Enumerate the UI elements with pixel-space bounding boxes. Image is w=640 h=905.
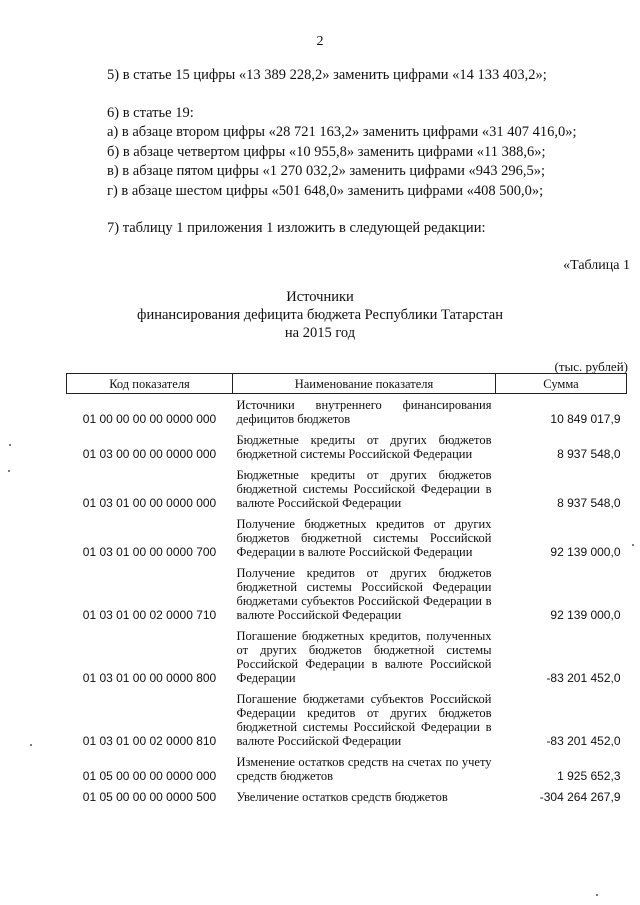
title-line-3: на 2015 год xyxy=(284,325,356,341)
row-code: 01 05 00 00 00 0000 000 xyxy=(82,769,217,783)
header-amount: Сумма xyxy=(496,374,627,394)
row-code: 01 03 00 00 00 0000 000 xyxy=(82,447,217,461)
table-title xyxy=(0,288,640,342)
amendment-6b: б) в абзаце четвертом цифры «10 955,8» заменить цифрами «11 388,6»; xyxy=(107,144,546,160)
row-amount: -83 201 452,0 xyxy=(546,734,621,748)
amendment-6a: а) в абзаце втором цифры «28 721 163,2» заменить цифрами «31 407 416,0»; xyxy=(107,124,577,140)
row-name: Погашение бюджетных кредитов, полученных от других бюджетов бюджетной системы Российской Федерации в валюте Российской Федерации xyxy=(236,629,492,685)
table-row xyxy=(67,562,627,625)
scan-speck xyxy=(9,444,11,446)
row-code: 01 03 01 00 02 0000 810 xyxy=(82,734,217,748)
scan-speck xyxy=(596,894,598,896)
amendment-6c: в) в абзаце пятом цифры «1 270 032,2» заменить цифрами «943 296,5»; xyxy=(107,163,546,179)
financing-sources-table xyxy=(66,373,627,807)
amendment-6: 6) в статье 19: xyxy=(107,105,194,121)
scan-speck xyxy=(8,470,10,472)
title-line-2: финансирования дефицита бюджета Республики Татарстан xyxy=(137,307,503,323)
table-row xyxy=(67,464,627,513)
row-code: 01 05 00 00 00 0000 500 xyxy=(82,790,217,804)
row-amount: 8 937 548,0 xyxy=(557,447,621,461)
table-row xyxy=(67,429,627,464)
scan-speck xyxy=(632,544,634,546)
amendment-7: 7) таблицу 1 приложения 1 изложить в следующей редакции: xyxy=(107,220,486,236)
table-row xyxy=(67,751,627,786)
row-amount: -83 201 452,0 xyxy=(546,671,621,685)
table-header-row xyxy=(67,374,627,394)
table-row xyxy=(67,394,627,430)
table-row xyxy=(67,513,627,562)
row-code: 01 00 00 00 00 0000 000 xyxy=(82,412,217,426)
row-name: Бюджетные кредиты от других бюджетов бюджетной системы Российской Федерации xyxy=(236,433,492,461)
row-code: 01 03 01 00 02 0000 710 xyxy=(82,608,217,622)
row-amount: 8 937 548,0 xyxy=(557,496,621,510)
row-amount: 1 925 652,3 xyxy=(557,769,621,783)
row-amount: 10 849 017,9 xyxy=(550,412,621,426)
row-code: 01 03 01 00 00 0000 800 xyxy=(82,671,217,685)
header-name: Наименование показателя xyxy=(233,374,496,394)
table-row xyxy=(67,786,627,807)
row-name: Бюджетные кредиты от других бюджетов бюджетной системы Российской Федерации в валюте Российской Федерации xyxy=(236,468,492,510)
row-name: Получение бюджетных кредитов от других бюджетов бюджетной системы Российской Федерации в валюте Российской Федерации xyxy=(236,517,492,559)
row-code: 01 03 01 00 00 0000 700 xyxy=(82,545,217,559)
table-row xyxy=(67,688,627,751)
scan-speck xyxy=(30,744,32,746)
page-number: 2 xyxy=(316,34,324,49)
row-amount: -304 264 267,9 xyxy=(539,790,621,804)
amendment-5: 5) в статье 15 цифры «13 389 228,2» заменить цифрами «14 133 403,2»; xyxy=(107,67,547,83)
row-name: Источники внутреннего финансирования дефицитов бюджетов xyxy=(236,398,492,426)
row-amount: 92 139 000,0 xyxy=(550,545,621,559)
row-name: Изменение остатков средств на счетах по учету средств бюджетов xyxy=(236,755,492,783)
header-code: Код показателя xyxy=(67,374,233,394)
row-name: Получение кредитов от других бюджетов бюджетной системы Российской Федерации бюджетами субъектов Российской Федерации в валюте Российской Федерации xyxy=(236,566,492,622)
table-caption: «Таблица 1 xyxy=(563,258,630,273)
row-name: Увеличение остатков средств бюджетов xyxy=(236,790,448,804)
units-label: (тыс. рублей) xyxy=(554,359,628,374)
row-name: Погашение бюджетами субъектов Российской Федерации кредитов от других бюджетов бюджетной системы Российской Федерации в валюте Российской Федерации xyxy=(236,692,492,748)
row-code: 01 03 01 00 00 0000 000 xyxy=(82,496,217,510)
amendment-6d: г) в абзаце шестом цифры «501 648,0» заменить цифрами «408 500,0»; xyxy=(107,183,544,199)
table-row xyxy=(67,625,627,688)
title-line-1: Источники xyxy=(286,289,354,305)
row-amount: 92 139 000,0 xyxy=(550,608,621,622)
